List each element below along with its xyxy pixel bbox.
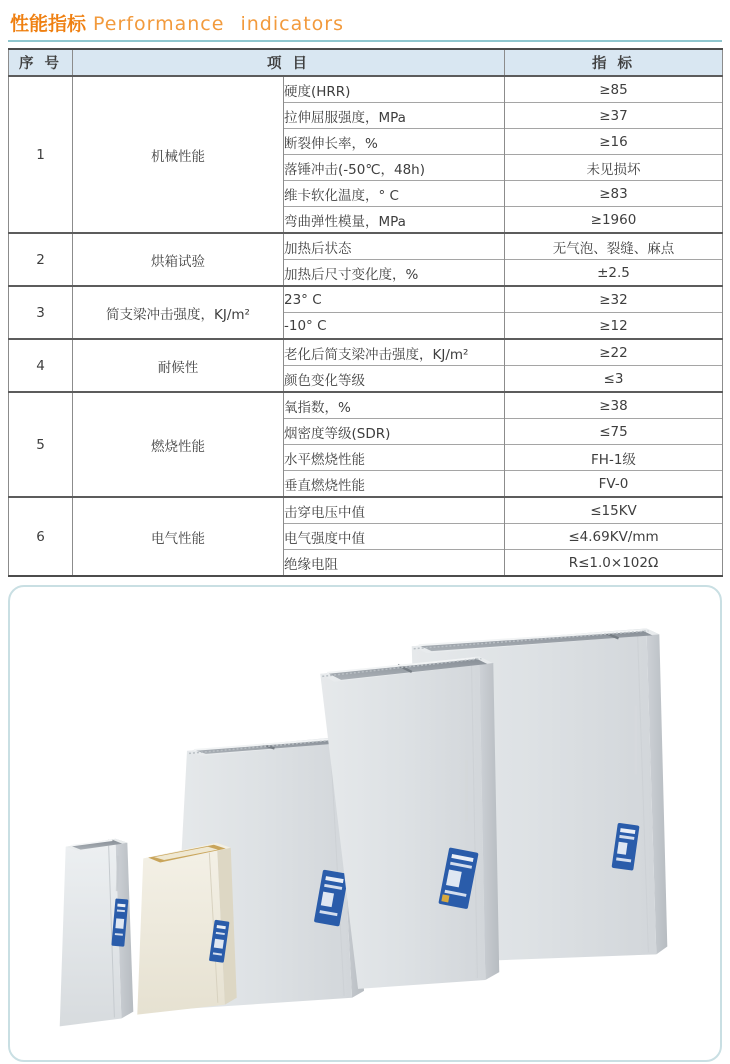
value-cell: ≥37: [505, 103, 723, 129]
item-cell: 击穿电压中值: [284, 497, 505, 524]
product-photo-image: [10, 587, 720, 1060]
category-cell: 燃烧性能: [73, 392, 284, 497]
performance-table: [8, 48, 723, 577]
header-indicator: 指 标: [505, 49, 723, 76]
value-cell: ≥22: [505, 339, 723, 366]
value-cell: ≤4.69KV/mm: [505, 524, 723, 550]
page-title-zh: 性能指标: [10, 13, 87, 35]
item-cell: 弯曲弹性模量，MPa: [284, 207, 505, 234]
value-cell: 无气泡、裂缝、麻点: [505, 233, 723, 260]
table-row: [9, 76, 723, 103]
table-row: [9, 339, 723, 366]
item-cell: 硬度(HRR): [284, 76, 505, 103]
row-number: 5: [9, 392, 73, 497]
value-cell: ≥38: [505, 392, 723, 419]
value-cell: ≤3: [505, 366, 723, 393]
item-cell: 加热后尺寸变化度，%: [284, 260, 505, 287]
category-cell: 电气性能: [73, 497, 284, 576]
item-cell: 维卡软化温度，° C: [284, 181, 505, 207]
table-row: [9, 392, 723, 419]
item-cell: 23° C: [284, 286, 505, 313]
item-cell: 氧指数，%: [284, 392, 505, 419]
value-cell: R≤1.0×102Ω: [505, 550, 723, 577]
row-number: 1: [9, 76, 73, 233]
category-cell: 烘箱试验: [73, 233, 284, 286]
item-cell: 垂直燃烧性能: [284, 471, 505, 498]
profile-small-gray: [60, 839, 134, 1027]
row-number: 2: [9, 233, 73, 286]
category-cell: 耐候性: [73, 339, 284, 392]
value-cell: FV-0: [505, 471, 723, 498]
category-cell: 简支梁冲击强度，KJ/m²: [73, 286, 284, 339]
profile-cream: [137, 843, 236, 1015]
item-cell: 颜色变化等级: [284, 366, 505, 393]
row-number: 3: [9, 286, 73, 339]
value-cell: ≥16: [505, 129, 723, 155]
item-cell: -10° C: [284, 313, 505, 340]
header-no: 序 号: [9, 49, 73, 76]
item-cell: 老化后简支梁冲击强度，KJ/m²: [284, 339, 505, 366]
category-cell: 机械性能: [73, 76, 284, 233]
row-number: 4: [9, 339, 73, 392]
item-cell: 电气强度中值: [284, 524, 505, 550]
value-cell: ±2.5: [505, 260, 723, 287]
title-divider: [8, 40, 722, 42]
table-row: [9, 497, 723, 524]
value-cell: ≤75: [505, 419, 723, 445]
item-cell: 断裂伸长率，%: [284, 129, 505, 155]
value-cell: ≥1960: [505, 207, 723, 234]
item-cell: 绝缘电阻: [284, 550, 505, 577]
item-cell: 加热后状态: [284, 233, 505, 260]
table-row: [9, 286, 723, 313]
item-cell: 烟密度等级(SDR): [284, 419, 505, 445]
header-item: 项 目: [73, 49, 505, 76]
item-cell: 水平燃烧性能: [284, 445, 505, 471]
page-title-en: Performance indicators: [93, 13, 344, 35]
product-photo-panel: [8, 585, 722, 1062]
value-cell: ≥32: [505, 286, 723, 313]
value-cell: ≥12: [505, 313, 723, 340]
table-header-row: [9, 49, 723, 76]
value-cell: ≤15KV: [505, 497, 723, 524]
item-cell: 拉伸屈服强度，MPa: [284, 103, 505, 129]
value-cell: FH-1级: [505, 445, 723, 471]
row-number: 6: [9, 497, 73, 576]
value-cell: 未见损坏: [505, 155, 723, 181]
value-cell: ≥85: [505, 76, 723, 103]
value-cell: ≥83: [505, 181, 723, 207]
table-row: [9, 233, 723, 260]
item-cell: 落锤冲击(-50℃，48h): [284, 155, 505, 181]
page-title: [0, 0, 730, 36]
